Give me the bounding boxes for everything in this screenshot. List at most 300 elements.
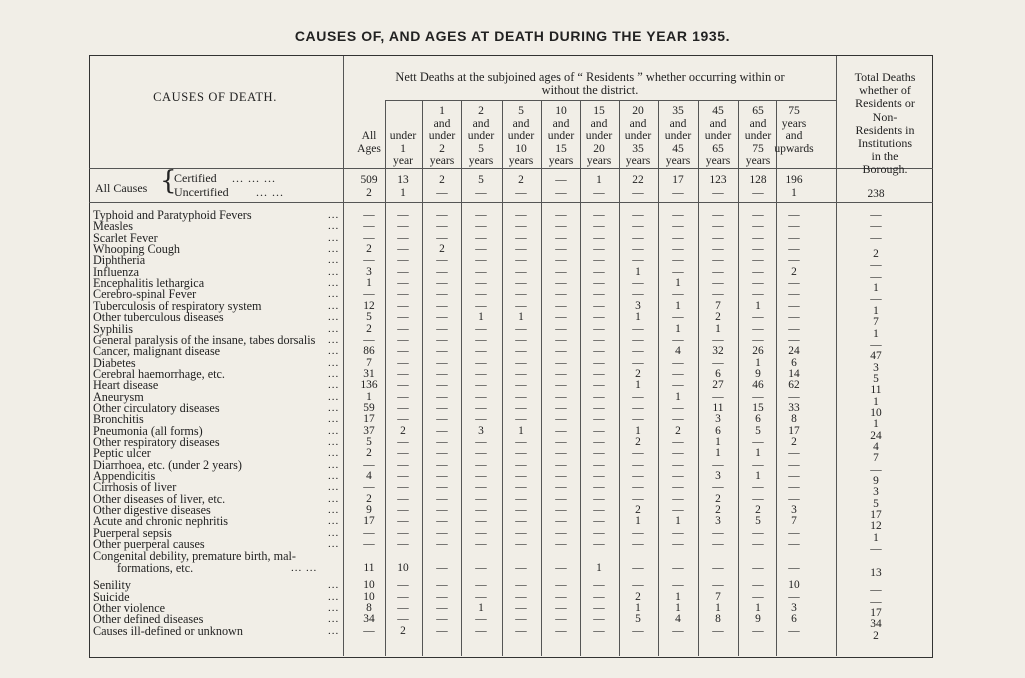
row-label: Other puerperal causes (93, 537, 205, 552)
table-cell: — (555, 333, 567, 346)
row-label: Diabetes (93, 355, 136, 370)
table-cell: — (752, 288, 764, 301)
nett-deaths-header-line2: without the district. (541, 83, 639, 97)
age-column-header: under (389, 129, 417, 143)
leader-dots: ... (328, 413, 340, 426)
table-cell: — (436, 613, 448, 626)
leader-dots: ... (328, 265, 340, 278)
table-cell: — (436, 367, 448, 380)
table-cell: — (712, 390, 724, 403)
table-cell: — (515, 624, 527, 637)
table-cell: — (515, 515, 527, 528)
table-cell: — (436, 624, 448, 637)
table-cell: — (555, 231, 567, 244)
table-cell: 17 (788, 424, 800, 437)
total-cell: 2 (873, 629, 879, 642)
row-label: Cirrhosis of liver (93, 480, 177, 495)
table-cell: — (363, 254, 375, 267)
leader-dots: ... (328, 590, 340, 603)
table-cell: 196 (785, 174, 803, 186)
table-cell: 1 (518, 424, 524, 437)
table-cell: — (752, 243, 764, 256)
table-cell: — (593, 367, 605, 380)
table-cell: 5 (366, 436, 372, 448)
age-column-header: 1 (439, 104, 445, 117)
total-cell: — (870, 584, 882, 597)
table-cell: — (515, 209, 527, 221)
table-cell: — (788, 458, 800, 471)
age-column-header: under (467, 129, 495, 143)
table-cell: — (672, 187, 684, 199)
table-cell: 1 (675, 515, 681, 528)
table-cell: — (593, 590, 605, 603)
table-cell: — (436, 322, 448, 335)
table-cell: — (436, 579, 448, 592)
table-cell: — (632, 492, 644, 505)
table-cell: — (593, 579, 605, 592)
table-cell: — (475, 413, 487, 426)
table-cell: — (475, 458, 487, 471)
leader-dots: ... (328, 333, 340, 346)
row-label: formations, etc. (117, 560, 194, 575)
age-column-header: years (745, 154, 771, 168)
table-cell: 1 (715, 601, 721, 614)
row-label: Appendicitis (93, 469, 156, 484)
leader-dots: ... (328, 579, 340, 592)
age-column-header: 75 (788, 104, 800, 117)
table-cell: — (397, 436, 409, 448)
row-label: Encephalitis lethargica (93, 276, 205, 291)
table-cell: — (788, 231, 800, 244)
table-cell: 6 (715, 424, 721, 437)
table-cell: — (397, 254, 409, 267)
table-cell: — (555, 601, 567, 614)
table-cell: — (593, 390, 605, 403)
total-cell: 24 (870, 429, 882, 442)
table-cell: — (436, 265, 448, 278)
row-label: Influenza (93, 264, 140, 279)
table-cell: — (475, 436, 487, 448)
total-cell: — (870, 463, 882, 476)
table-cell: — (593, 356, 605, 369)
table-cell: — (515, 299, 527, 312)
age-column-header: 35 (632, 141, 644, 155)
age-column-header: year (393, 154, 413, 168)
table-cell: 32 (712, 345, 724, 358)
table-cell: — (475, 504, 487, 517)
table-cell: — (555, 322, 567, 335)
age-column-header: and (433, 116, 451, 130)
table-cell: — (555, 220, 567, 233)
table-cell: 62 (788, 379, 800, 392)
table-cell: — (397, 601, 409, 614)
age-column-header: under (507, 129, 535, 143)
table-cell: — (397, 515, 409, 528)
table-cell: — (555, 243, 567, 256)
table-cell: — (515, 220, 527, 233)
row-label: Measles (93, 219, 133, 234)
table-cell: — (436, 413, 448, 426)
table-cell: 17 (363, 515, 375, 528)
age-column-header: 65 (752, 104, 764, 117)
row-label: Other digestive diseases (93, 503, 211, 518)
table-cell: — (397, 504, 409, 517)
table-cell: — (436, 401, 448, 414)
table-cell: — (436, 231, 448, 244)
table-cell: — (397, 413, 409, 426)
leader-dots: ... (328, 492, 340, 505)
leader-dots: ... (328, 254, 340, 267)
table-cell: — (712, 526, 724, 539)
table-cell: — (712, 187, 724, 199)
table-cell: 17 (363, 413, 375, 426)
table-cell: — (672, 526, 684, 539)
table-cell: — (436, 492, 448, 505)
table-cell: — (712, 209, 724, 221)
table-cell: — (515, 504, 527, 517)
table-cell: — (788, 288, 800, 301)
row-label: Cerebral haemorrhage, etc. (93, 366, 225, 381)
total-cell: 10 (870, 406, 882, 419)
table-cell: — (397, 390, 409, 403)
table-cell: 24 (788, 345, 800, 358)
age-column-header: 2 (439, 141, 445, 155)
table-cell: 1 (715, 322, 721, 335)
table-cell: — (788, 390, 800, 403)
table-cell: — (632, 538, 644, 551)
table-cell: 7 (715, 299, 721, 312)
table-cell: — (712, 538, 724, 551)
table-cell: 2 (675, 424, 681, 437)
table-cell: — (397, 481, 409, 494)
table-cell: — (788, 481, 800, 494)
table-cell: — (436, 277, 448, 290)
age-column-header: years (665, 154, 691, 168)
leader-dots: ... (328, 277, 340, 290)
total-deaths-header-line: whether of (859, 83, 911, 98)
table-cell: — (555, 458, 567, 471)
table-cell: — (593, 424, 605, 437)
table-cell: — (752, 209, 764, 221)
age-column-header: 5 (518, 104, 524, 117)
table-cell: — (475, 590, 487, 603)
causes-header: CAUSES OF DEATH. (153, 90, 277, 104)
table-cell: 22 (632, 174, 644, 186)
table-cell: 1 (596, 561, 602, 574)
table-cell: — (475, 243, 487, 256)
table-cell: — (752, 481, 764, 494)
table-cell: — (752, 436, 764, 448)
table-cell: — (632, 322, 644, 335)
age-column-header: years (586, 154, 612, 168)
table-cell: — (397, 356, 409, 369)
table-cell: — (436, 333, 448, 346)
leader-dots: ... (328, 311, 340, 324)
column-divider-age-2 (461, 100, 462, 656)
table-cell: 3 (791, 601, 797, 614)
age-column-header: under (547, 129, 575, 143)
leader-dots: ... (328, 538, 340, 551)
table-cell: — (515, 492, 527, 505)
table-cell: — (752, 579, 764, 592)
table-cell: — (515, 436, 527, 448)
table-cell: — (515, 538, 527, 551)
total-deaths-header-line: Total Deaths (854, 70, 916, 84)
leader-dots: ... (328, 401, 340, 414)
table-cell: 1 (755, 470, 761, 483)
table-cell: — (712, 277, 724, 290)
brace-icon: { (160, 166, 177, 196)
table-cell: 11 (712, 401, 724, 414)
age-column-header: and (669, 116, 687, 130)
table-cell: — (515, 254, 527, 267)
table-cell: — (632, 288, 644, 301)
age-column-header: 20 (593, 141, 605, 155)
table-cell: — (436, 515, 448, 528)
table-cell: — (397, 458, 409, 471)
table-cell: — (593, 538, 605, 551)
age-column-header: years (705, 154, 731, 168)
age-column-header: 20 (632, 104, 644, 117)
table-cell: — (436, 390, 448, 403)
table-cell: — (593, 401, 605, 414)
table-cell: 1 (675, 299, 681, 312)
table-cell: — (555, 209, 567, 221)
table-cell: — (515, 413, 527, 426)
total-cell: — (870, 595, 882, 608)
table-cell: 34 (363, 613, 375, 626)
age-column-header: years (508, 154, 534, 168)
table-cell: — (555, 379, 567, 392)
total-deaths-header-line: Borough. (862, 162, 908, 177)
table-cell: — (397, 299, 409, 312)
table-cell: — (788, 277, 800, 290)
table-cell: — (397, 492, 409, 505)
table-cell: — (632, 243, 644, 256)
table-cell: 2 (366, 447, 372, 460)
table-cell: 1 (635, 515, 641, 528)
table-cell: — (593, 413, 605, 426)
table-cell: — (752, 187, 764, 199)
table-cell: — (436, 424, 448, 437)
table-cell: — (515, 470, 527, 483)
table-cell: — (436, 220, 448, 233)
table-cell: — (397, 345, 409, 358)
table-cell: 15 (752, 401, 764, 414)
table-cell: 1 (478, 311, 484, 324)
table-cell: 1 (400, 187, 406, 199)
table-cell: — (475, 379, 487, 392)
table-cell: — (363, 481, 375, 494)
age-column-header: 45 (672, 141, 684, 155)
table-cell: — (593, 333, 605, 346)
table-cell: — (436, 299, 448, 312)
table-cell: 1 (675, 601, 681, 614)
age-column-header: upwards (774, 141, 814, 155)
table-cell: 5 (755, 424, 761, 437)
row-label: Cerebro-spinal Fever (93, 287, 197, 302)
age-column-header: 1 (400, 141, 406, 155)
age-column-header: and (709, 116, 727, 130)
table-cell: 2 (439, 243, 445, 256)
table-cell: — (788, 322, 800, 335)
table-cell: — (515, 579, 527, 592)
column-divider-age-8 (698, 100, 699, 656)
age-column-header: under (744, 129, 772, 143)
table-cell: 27 (712, 379, 724, 392)
table-cell: 2 (715, 504, 721, 517)
total-cell: 1 (873, 395, 879, 408)
table-cell: 1 (755, 447, 761, 460)
table-cell: 37 (363, 424, 375, 437)
table-cell: — (672, 367, 684, 380)
table-cell: 6 (715, 367, 721, 380)
total-cell: 238 (867, 188, 885, 200)
table-cell: — (672, 254, 684, 267)
table-cell: — (752, 538, 764, 551)
total-cell: — (870, 293, 882, 306)
age-column-header: under (585, 129, 613, 143)
table-cell: — (363, 526, 375, 539)
row-label: Scarlet Fever (93, 230, 158, 245)
table-cell: — (752, 254, 764, 267)
table-cell: 6 (791, 356, 797, 369)
table-cell: — (397, 367, 409, 380)
total-cell: — (870, 338, 882, 351)
total-deaths-header-line: Residents or (855, 96, 915, 111)
leader-dots: ... (328, 379, 340, 392)
table-cell: — (475, 231, 487, 244)
leader-dots: ... (328, 624, 340, 637)
total-cell: — (870, 270, 882, 283)
table-cell: — (397, 613, 409, 626)
table-cell: 10 (397, 561, 409, 574)
table-cell: 59 (363, 401, 375, 414)
table-cell: — (788, 220, 800, 233)
table-cell: — (475, 538, 487, 551)
table-cell: — (788, 561, 800, 574)
table-cell: 2 (635, 590, 641, 603)
page-title: CAUSES OF, AND AGES AT DEATH DURING THE YEAR 1935. (294, 28, 731, 44)
table-cell: — (788, 243, 800, 256)
table-cell: — (672, 379, 684, 392)
table-cell: 2 (715, 492, 721, 505)
row-label: Causes ill-defined or unknown (93, 623, 243, 638)
table-cell: — (515, 322, 527, 335)
row-label: Other tuberculous diseases (93, 310, 224, 325)
table-cell: 3 (635, 299, 641, 312)
leader-dots: ... (328, 613, 340, 626)
table-cell: — (515, 526, 527, 539)
table-cell: — (593, 220, 605, 233)
table-cell: — (515, 590, 527, 603)
row-label: Puerperal sepsis (93, 525, 172, 540)
table-cell: — (397, 526, 409, 539)
table-cell: — (436, 458, 448, 471)
total-cell: 1 (873, 531, 879, 544)
table-cell: 1 (478, 601, 484, 614)
table-cell: 7 (715, 590, 721, 603)
table-cell: 1 (715, 436, 721, 448)
leader-dots: ... (328, 390, 340, 403)
table-cell: — (555, 367, 567, 380)
row-label: Bronchitis (93, 412, 144, 427)
table-cell: 8 (791, 413, 797, 426)
row-label: General paralysis of the insane, tabes dorsalis (93, 332, 316, 347)
table-cell: 5 (478, 174, 484, 186)
table-cell: — (363, 538, 375, 551)
table-cell: — (752, 458, 764, 471)
age-column-header: and (472, 116, 490, 130)
table-cell: — (632, 413, 644, 426)
table-cell: — (475, 277, 487, 290)
table-cell: — (672, 492, 684, 505)
age-column-header: under (704, 129, 732, 143)
age-column-header: 15 (555, 141, 567, 155)
total-cell: 5 (873, 497, 879, 510)
table-cell: 1 (755, 601, 761, 614)
row-label: Peptic ulcer (93, 446, 151, 461)
age-column-header: 5 (478, 141, 484, 155)
table-cell: — (397, 288, 409, 301)
table-cell: — (632, 401, 644, 414)
table-cell: — (515, 333, 527, 346)
table-cell: — (397, 470, 409, 483)
age-column-header: and (629, 116, 647, 130)
total-cell: 3 (873, 361, 879, 374)
column-divider-age-7 (658, 100, 659, 656)
table-cell: — (593, 345, 605, 358)
table-cell: — (555, 356, 567, 369)
table-cell: — (593, 458, 605, 471)
table-cell: — (436, 601, 448, 614)
table-cell: — (632, 390, 644, 403)
table-cell: — (788, 470, 800, 483)
row-label: Other circulatory diseases (93, 400, 220, 415)
table-cell: — (436, 379, 448, 392)
leader-dots: ... (328, 601, 340, 614)
table-cell: — (555, 187, 567, 199)
table-cell: — (593, 613, 605, 626)
table-cell: — (555, 390, 567, 403)
table-cell: 3 (715, 413, 721, 426)
row-label: Heart disease (93, 378, 159, 393)
table-cell: 1 (366, 277, 372, 290)
table-cell: 26 (752, 345, 764, 358)
leader-dots: ... (328, 504, 340, 517)
table-cell: — (555, 613, 567, 626)
table-cell: — (515, 367, 527, 380)
table-cell: — (672, 413, 684, 426)
total-cell: 1 (873, 304, 879, 317)
table-cell: 9 (755, 613, 761, 626)
table-cell: — (363, 333, 375, 346)
table-cell: — (672, 243, 684, 256)
leader-dots: ... (328, 436, 340, 448)
table-cell: 12 (363, 299, 375, 312)
table-cell: — (672, 356, 684, 369)
table-cell: — (475, 367, 487, 380)
total-cell: 1 (873, 418, 879, 431)
total-cell: — (870, 543, 882, 556)
table-cell: — (515, 613, 527, 626)
table-cell: — (752, 220, 764, 233)
table-cell: — (397, 220, 409, 233)
table-cell: — (672, 401, 684, 414)
age-column-header: years (548, 154, 574, 168)
table-cell: 509 (360, 174, 378, 186)
total-cell: 13 (870, 566, 882, 579)
